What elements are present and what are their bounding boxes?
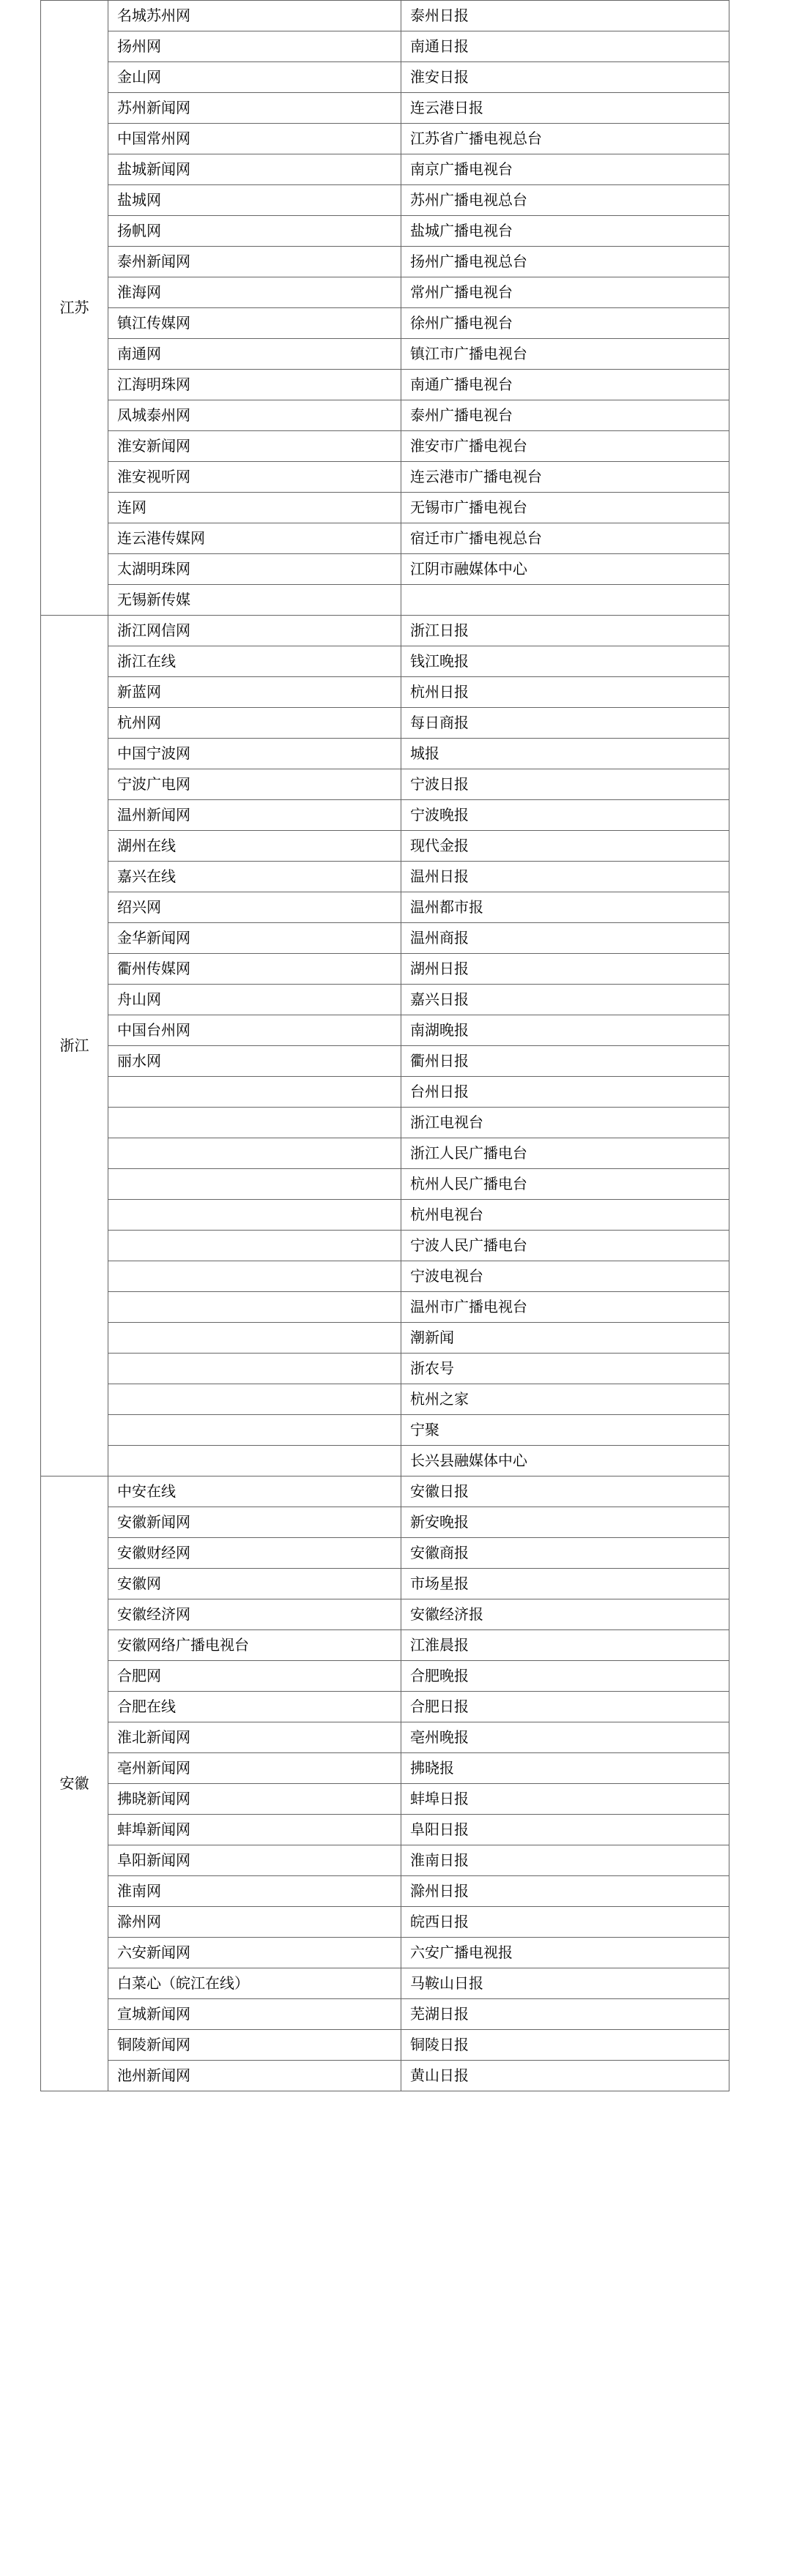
table-row xyxy=(41,1845,729,1876)
media-website-cell: 安徽网 xyxy=(108,1569,401,1599)
table-row xyxy=(41,31,729,62)
media-website-cell: 丽水网 xyxy=(108,1046,401,1077)
media-outlet-cell: 温州市广播电视台 xyxy=(401,1292,729,1323)
media-outlet-cell: 杭州人民广播电台 xyxy=(401,1169,729,1200)
media-table xyxy=(40,0,729,2091)
table-row xyxy=(41,1753,729,1784)
media-website-cell: 温州新闻网 xyxy=(108,800,401,831)
media-website-cell: 新蓝网 xyxy=(108,677,401,708)
media-website-cell xyxy=(108,1169,401,1200)
media-website-cell: 凤城泰州网 xyxy=(108,400,401,431)
media-outlet-cell: 宁波日报 xyxy=(401,769,729,800)
table-row xyxy=(41,554,729,585)
media-website-cell: 淮北新闻网 xyxy=(108,1722,401,1753)
media-outlet-cell: 江苏省广播电视总台 xyxy=(401,124,729,154)
table-row xyxy=(41,2061,729,2091)
media-outlet-cell: 江阴市融媒体中心 xyxy=(401,554,729,585)
media-outlet-cell: 浙江电视台 xyxy=(401,1108,729,1138)
media-website-cell: 宣城新闻网 xyxy=(108,1999,401,2030)
table-row xyxy=(41,831,729,862)
table-row xyxy=(41,339,729,370)
media-website-cell: 太湖明珠网 xyxy=(108,554,401,585)
media-website-cell xyxy=(108,1323,401,1354)
table-row xyxy=(41,1292,729,1323)
media-website-cell: 嘉兴在线 xyxy=(108,862,401,892)
media-outlet-cell: 苏州广播电视总台 xyxy=(401,185,729,216)
media-website-cell xyxy=(108,1138,401,1169)
media-website-cell xyxy=(108,1292,401,1323)
media-outlet-cell: 宁波人民广播电台 xyxy=(401,1231,729,1261)
table-row xyxy=(41,400,729,431)
media-outlet-cell: 杭州日报 xyxy=(401,677,729,708)
media-website-cell: 安徽经济网 xyxy=(108,1599,401,1630)
media-outlet-cell: 温州商报 xyxy=(401,923,729,954)
table-row xyxy=(41,892,729,923)
media-website-cell: 南通网 xyxy=(108,339,401,370)
table-row xyxy=(41,370,729,400)
media-outlet-cell: 常州广播电视台 xyxy=(401,277,729,308)
media-outlet-cell: 安徽日报 xyxy=(401,1476,729,1507)
media-website-cell: 安徽网络广播电视台 xyxy=(108,1630,401,1661)
media-outlet-cell: 南通广播电视台 xyxy=(401,370,729,400)
media-outlet-cell: 拂晓报 xyxy=(401,1753,729,1784)
media-outlet-cell: 无锡市广播电视台 xyxy=(401,493,729,523)
media-outlet-cell: 亳州晚报 xyxy=(401,1722,729,1753)
media-outlet-cell: 浙农号 xyxy=(401,1354,729,1384)
media-website-cell: 淮安视听网 xyxy=(108,462,401,493)
media-outlet-cell xyxy=(401,585,729,616)
media-website-cell: 中安在线 xyxy=(108,1476,401,1507)
table-row xyxy=(41,1261,729,1292)
table-row xyxy=(41,954,729,985)
table-row xyxy=(41,1722,729,1753)
media-outlet-cell: 扬州广播电视总台 xyxy=(401,247,729,277)
media-website-cell xyxy=(108,1108,401,1138)
media-outlet-cell: 潮新闻 xyxy=(401,1323,729,1354)
media-outlet-cell: 南京广播电视台 xyxy=(401,154,729,185)
media-outlet-cell: 长兴县融媒体中心 xyxy=(401,1446,729,1476)
media-outlet-cell: 新安晚报 xyxy=(401,1507,729,1538)
table-row xyxy=(41,493,729,523)
media-outlet-cell: 宁波晚报 xyxy=(401,800,729,831)
media-outlet-cell: 市场星报 xyxy=(401,1569,729,1599)
media-website-cell: 阜阳新闻网 xyxy=(108,1845,401,1876)
table-row xyxy=(41,1784,729,1815)
table-row xyxy=(41,1415,729,1446)
table-row xyxy=(41,462,729,493)
table-row xyxy=(41,1907,729,1938)
media-website-cell xyxy=(108,1200,401,1231)
media-outlet-cell: 合肥晚报 xyxy=(401,1661,729,1692)
table-row xyxy=(41,1354,729,1384)
media-website-cell: 连云港传媒网 xyxy=(108,523,401,554)
table-row xyxy=(41,616,729,646)
table-row xyxy=(41,1599,729,1630)
media-website-cell: 泰州新闻网 xyxy=(108,247,401,277)
media-website-cell: 绍兴网 xyxy=(108,892,401,923)
media-website-cell xyxy=(108,1446,401,1476)
media-outlet-cell: 杭州之家 xyxy=(401,1384,729,1415)
media-outlet-cell: 淮南日报 xyxy=(401,1845,729,1876)
table-row xyxy=(41,923,729,954)
media-website-cell: 衢州传媒网 xyxy=(108,954,401,985)
table-row xyxy=(41,1323,729,1354)
media-outlet-cell: 南湖晚报 xyxy=(401,1015,729,1046)
table-row xyxy=(41,1815,729,1845)
media-outlet-cell: 徐州广播电视台 xyxy=(401,308,729,339)
table-row xyxy=(41,1968,729,1999)
media-website-cell: 扬帆网 xyxy=(108,216,401,247)
media-outlet-cell: 温州都市报 xyxy=(401,892,729,923)
table-row xyxy=(41,1507,729,1538)
media-outlet-cell: 宁波电视台 xyxy=(401,1261,729,1292)
table-row xyxy=(41,247,729,277)
media-outlet-cell: 湖州日报 xyxy=(401,954,729,985)
media-outlet-cell: 安徽经济报 xyxy=(401,1599,729,1630)
table-row xyxy=(41,1446,729,1476)
table-row xyxy=(41,1692,729,1722)
media-outlet-cell: 现代金报 xyxy=(401,831,729,862)
media-website-cell: 合肥网 xyxy=(108,1661,401,1692)
media-website-cell: 金山网 xyxy=(108,62,401,93)
media-website-cell: 盐城新闻网 xyxy=(108,154,401,185)
table-row xyxy=(41,862,729,892)
media-website-cell: 拂晓新闻网 xyxy=(108,1784,401,1815)
media-website-cell xyxy=(108,1384,401,1415)
media-website-cell xyxy=(108,1354,401,1384)
media-website-cell: 安徽新闻网 xyxy=(108,1507,401,1538)
media-outlet-cell: 浙江日报 xyxy=(401,616,729,646)
media-outlet-cell: 南通日报 xyxy=(401,31,729,62)
media-website-cell: 安徽财经网 xyxy=(108,1538,401,1569)
media-outlet-cell: 钱江晚报 xyxy=(401,646,729,677)
table-row xyxy=(41,1015,729,1046)
table-row xyxy=(41,277,729,308)
media-outlet-cell: 蚌埠日报 xyxy=(401,1784,729,1815)
table-row xyxy=(41,646,729,677)
media-outlet-cell: 滁州日报 xyxy=(401,1876,729,1907)
table-row xyxy=(41,62,729,93)
media-website-cell: 扬州网 xyxy=(108,31,401,62)
media-outlet-cell: 衢州日报 xyxy=(401,1046,729,1077)
table-row xyxy=(41,308,729,339)
table-row xyxy=(41,1231,729,1261)
media-outlet-cell: 宿迁市广播电视总台 xyxy=(401,523,729,554)
table-row xyxy=(41,1,729,31)
table-row xyxy=(41,1999,729,2030)
media-outlet-cell: 温州日报 xyxy=(401,862,729,892)
table-row xyxy=(41,523,729,554)
media-outlet-cell: 杭州电视台 xyxy=(401,1200,729,1231)
table-row xyxy=(41,677,729,708)
media-website-cell: 江海明珠网 xyxy=(108,370,401,400)
media-outlet-cell: 连云港日报 xyxy=(401,93,729,124)
media-website-cell: 蚌埠新闻网 xyxy=(108,1815,401,1845)
table-row xyxy=(41,1876,729,1907)
media-outlet-cell: 连云港市广播电视台 xyxy=(401,462,729,493)
table-row xyxy=(41,2030,729,2061)
media-website-cell: 湖州在线 xyxy=(108,831,401,862)
media-website-cell: 滁州网 xyxy=(108,1907,401,1938)
media-website-cell xyxy=(108,1415,401,1446)
media-website-cell: 亳州新闻网 xyxy=(108,1753,401,1784)
media-outlet-cell: 安徽商报 xyxy=(401,1538,729,1569)
media-website-cell: 淮南网 xyxy=(108,1876,401,1907)
media-outlet-cell: 每日商报 xyxy=(401,708,729,739)
media-outlet-cell: 宁聚 xyxy=(401,1415,729,1446)
media-table-body xyxy=(41,1,729,2091)
media-outlet-cell: 城报 xyxy=(401,739,729,769)
province-cell: 江苏 xyxy=(41,1,108,616)
table-row xyxy=(41,93,729,124)
table-row xyxy=(41,1569,729,1599)
media-website-cell: 连网 xyxy=(108,493,401,523)
media-website-cell: 宁波广电网 xyxy=(108,769,401,800)
media-outlet-cell: 合肥日报 xyxy=(401,1692,729,1722)
table-row xyxy=(41,1108,729,1138)
media-website-cell: 杭州网 xyxy=(108,708,401,739)
table-row xyxy=(41,1476,729,1507)
media-website-cell: 合肥在线 xyxy=(108,1692,401,1722)
media-outlet-cell: 淮安市广播电视台 xyxy=(401,431,729,462)
media-outlet-cell: 浙江人民广播电台 xyxy=(401,1138,729,1169)
media-website-cell: 盐城网 xyxy=(108,185,401,216)
province-cell: 安徽 xyxy=(41,1476,108,2091)
table-row xyxy=(41,1661,729,1692)
media-website-cell: 淮海网 xyxy=(108,277,401,308)
media-website-cell: 中国台州网 xyxy=(108,1015,401,1046)
media-website-cell: 舟山网 xyxy=(108,985,401,1015)
media-outlet-cell: 淮安日报 xyxy=(401,62,729,93)
table-row xyxy=(41,1938,729,1968)
media-outlet-cell: 皖西日报 xyxy=(401,1907,729,1938)
media-outlet-cell: 六安广播电视报 xyxy=(401,1938,729,1968)
table-row xyxy=(41,985,729,1015)
media-outlet-cell: 阜阳日报 xyxy=(401,1815,729,1845)
media-outlet-cell: 马鞍山日报 xyxy=(401,1968,729,1999)
media-website-cell: 池州新闻网 xyxy=(108,2061,401,2091)
province-cell: 浙江 xyxy=(41,616,108,1476)
table-row xyxy=(41,431,729,462)
media-website-cell xyxy=(108,1231,401,1261)
media-outlet-cell: 泰州广播电视台 xyxy=(401,400,729,431)
table-row xyxy=(41,154,729,185)
media-website-cell xyxy=(108,1261,401,1292)
media-website-cell: 淮安新闻网 xyxy=(108,431,401,462)
table-row xyxy=(41,1538,729,1569)
media-outlet-cell: 盐城广播电视台 xyxy=(401,216,729,247)
media-website-cell: 铜陵新闻网 xyxy=(108,2030,401,2061)
media-website-cell: 苏州新闻网 xyxy=(108,93,401,124)
media-website-cell: 六安新闻网 xyxy=(108,1938,401,1968)
table-row xyxy=(41,216,729,247)
media-website-cell: 无锡新传媒 xyxy=(108,585,401,616)
media-outlet-cell: 铜陵日报 xyxy=(401,2030,729,2061)
table-row xyxy=(41,1077,729,1108)
table-row xyxy=(41,1046,729,1077)
table-row xyxy=(41,185,729,216)
media-outlet-cell: 镇江市广播电视台 xyxy=(401,339,729,370)
media-outlet-cell: 黄山日报 xyxy=(401,2061,729,2091)
table-row xyxy=(41,1630,729,1661)
table-row xyxy=(41,708,729,739)
media-outlet-cell: 芜湖日报 xyxy=(401,1999,729,2030)
media-outlet-cell: 嘉兴日报 xyxy=(401,985,729,1015)
media-website-cell: 金华新闻网 xyxy=(108,923,401,954)
table-row xyxy=(41,800,729,831)
table-row xyxy=(41,739,729,769)
media-outlet-cell: 江淮晨报 xyxy=(401,1630,729,1661)
media-outlet-cell: 台州日报 xyxy=(401,1077,729,1108)
table-row xyxy=(41,585,729,616)
media-website-cell: 中国宁波网 xyxy=(108,739,401,769)
media-website-cell: 镇江传媒网 xyxy=(108,308,401,339)
table-row xyxy=(41,1169,729,1200)
table-row xyxy=(41,1138,729,1169)
media-website-cell: 名城苏州网 xyxy=(108,1,401,31)
media-website-cell: 浙江网信网 xyxy=(108,616,401,646)
media-website-cell: 浙江在线 xyxy=(108,646,401,677)
media-website-cell: 中国常州网 xyxy=(108,124,401,154)
media-website-cell xyxy=(108,1077,401,1108)
table-row xyxy=(41,769,729,800)
media-website-cell: 白菜心（皖江在线） xyxy=(108,1968,401,1999)
table-row xyxy=(41,1384,729,1415)
table-row xyxy=(41,124,729,154)
table-row xyxy=(41,1200,729,1231)
media-outlet-cell: 泰州日报 xyxy=(401,1,729,31)
